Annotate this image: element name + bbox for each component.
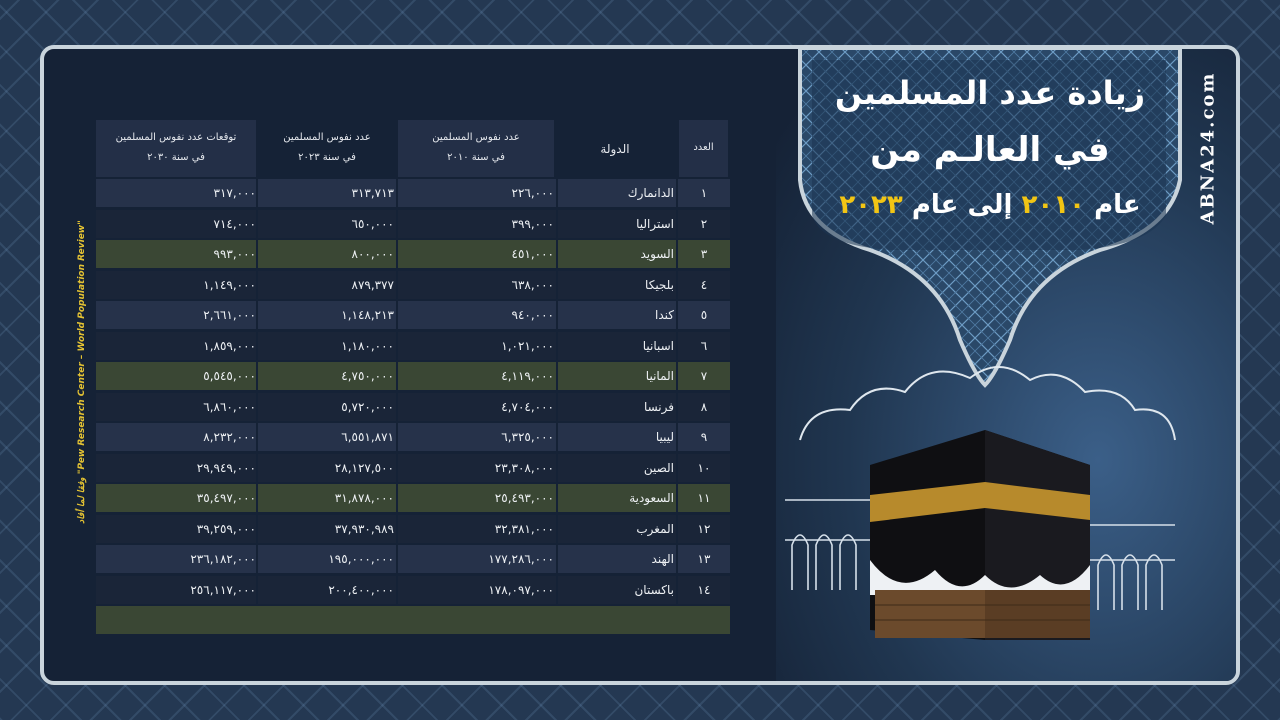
cell-2023: ٥,٧٢٠,٠٠٠ <box>341 399 394 414</box>
title-year-to: ٢٠٢٣ <box>839 190 903 220</box>
cell-2010: ٤٥١,٠٠٠ <box>511 247 554 261</box>
cell-2023: ٨٧٩,٣٧٧ <box>351 277 394 292</box>
cell-index: ١١ <box>697 491 711 505</box>
title-line-3 <box>815 190 1165 220</box>
cell-index: ١ <box>700 186 708 200</box>
cell-country: الدانمارك <box>627 186 674 200</box>
cell-2030: ١,٨٥٩,٠٠٠ <box>203 338 256 353</box>
header-2023-line1: عدد نفوس المسلمين <box>283 132 371 143</box>
cell-2010: ٣٩٩,٠٠٠ <box>511 216 554 231</box>
cell-country: اسبانيا <box>642 338 674 353</box>
cell-2023: ٢٠٠,٤٠٠,٠٠٠ <box>328 582 394 597</box>
cell-index: ١٠ <box>697 460 711 475</box>
cell-2010: ٢٥,٤٩٣,٠٠٠ <box>494 491 554 505</box>
cell-2023: ١,١٤٨,٢١٣ <box>341 308 394 322</box>
cell-2023: ٣٧,٩٣٠,٩٨٩ <box>334 521 394 536</box>
cell-2030: ٩٩٣,٠٠٠ <box>213 247 256 261</box>
header-2030-line2: في سنة ٢٠٣٠ <box>147 152 205 163</box>
cell-country: استراليا <box>636 216 674 231</box>
title-prefix: عام <box>1094 190 1141 220</box>
cell-2023: ٨٠٠,٠٠٠ <box>351 247 394 261</box>
cell-2023: ٢٨,١٢٧,٥٠٠ <box>334 460 394 475</box>
cell-2010: ٦٣٨,٠٠٠ <box>511 277 554 292</box>
cell-country: فرنسا <box>643 399 674 414</box>
header-index-label: العدد <box>693 142 714 153</box>
cell-2030: ١,١٤٩,٠٠٠ <box>203 277 256 292</box>
cell-country: ليبيا <box>655 430 674 444</box>
cell-country: بلجيكا <box>645 277 674 292</box>
cell-2023: ٣١٣,٧١٣ <box>351 186 394 200</box>
cell-2010: ٩٤٠,٠٠٠ <box>511 308 554 322</box>
cell-2030: ٣٩,٢٥٩,٠٠٠ <box>196 521 256 536</box>
cell-country: باكستان <box>634 582 674 597</box>
cell-2010: ٢٣,٣٠٨,٠٠٠ <box>494 460 554 475</box>
cell-country: الهند <box>651 552 674 566</box>
cell-index: ٨ <box>700 399 708 414</box>
cell-index: ١٣ <box>697 552 711 566</box>
cell-2010: ٤,٧٠٤,٠٠٠ <box>501 399 554 414</box>
cell-2030: ٢٥٦,١١٧,٠٠٠ <box>190 582 256 597</box>
cell-country: السعودية <box>629 491 674 505</box>
cell-2030: ٢٩,٩٤٩,٠٠٠ <box>196 460 256 475</box>
source-credit: "Pew Research Center – World Population Review" وفقا لما أفاد <box>77 220 87 524</box>
brand-logo: ABNA24.com <box>1197 71 1219 225</box>
cell-index: ٢ <box>700 216 708 231</box>
cell-index: ٣ <box>700 247 708 261</box>
cell-index: ٧ <box>700 369 708 383</box>
header-2023-line2: في سنة ٢٠٢٣ <box>298 152 356 163</box>
cell-country: المانيا <box>645 369 674 383</box>
kaaba-illustration <box>870 430 1090 640</box>
cell-country: كندا <box>655 308 674 322</box>
cell-2030: ٨,٢٣٢,٠٠٠ <box>203 430 256 444</box>
cell-2010: ١٧٧,٢٨٦,٠٠٠ <box>488 552 554 566</box>
cell-country: المغرب <box>636 521 674 536</box>
cell-index: ١٤ <box>697 582 711 597</box>
cell-2023: ٤,٧٥٠,٠٠٠ <box>341 369 394 383</box>
cell-2023: ١,١٨٠,٠٠٠ <box>341 338 394 353</box>
title-line-1: زيادة عدد المسلمين <box>834 74 1146 112</box>
cell-2030: ٧١٤,٠٠٠ <box>213 216 256 231</box>
cell-2023: ٦٥٠,٠٠٠ <box>351 216 394 231</box>
cell-country: السويد <box>640 247 674 261</box>
cell-2023: ٣١,٨٧٨,٠٠٠ <box>334 491 394 505</box>
header-2010-line1: عدد نفوس المسلمين <box>432 132 520 143</box>
cell-index: ٥ <box>700 308 708 322</box>
cell-2010: ٢٢٦,٠٠٠ <box>511 186 554 200</box>
cell-country: الصين <box>643 460 674 475</box>
cell-index: ٤ <box>700 277 708 292</box>
cell-2030: ٢,٦٦١,٠٠٠ <box>203 308 256 322</box>
cell-index: ٩ <box>700 430 708 444</box>
cell-index: ٦ <box>700 338 708 353</box>
cell-2010: ٤,١١٩,٠٠٠ <box>501 369 554 383</box>
cell-index: ١٢ <box>697 521 711 536</box>
cell-2023: ١٩٥,٠٠٠,٠٠٠ <box>328 552 394 566</box>
header-2030-line1: توقعات عدد نفوس المسلمين <box>115 132 237 143</box>
cell-2010: ١,٠٢١,٠٠٠ <box>501 338 554 353</box>
header-country-label: الدولة <box>600 142 630 156</box>
cell-2010: ١٧٨,٠٩٧,٠٠٠ <box>488 582 554 597</box>
title-line-2: في العالـم من <box>870 130 1110 170</box>
cell-2030: ٥,٥٤٥,٠٠٠ <box>203 369 256 383</box>
cell-2030: ٣٥,٤٩٧,٠٠٠ <box>196 491 256 505</box>
title-mid: إلى عام <box>911 190 1013 220</box>
title-year-from: ٢٠١٠ <box>1021 190 1086 220</box>
cell-2030: ٣١٧,٠٠٠ <box>213 186 256 200</box>
cell-2030: ٢٣٦,١٨٢,٠٠٠ <box>190 552 256 566</box>
cell-2010: ٣٢,٣٨١,٠٠٠ <box>494 521 554 536</box>
header-2010-line2: في سنة ٢٠١٠ <box>447 152 505 163</box>
cell-2030: ٦,٨٦٠,٠٠٠ <box>203 399 256 414</box>
cell-2023: ٦,٥٥١,٨٧١ <box>341 430 394 444</box>
cell-2010: ٦,٣٢٥,٠٠٠ <box>501 430 554 444</box>
